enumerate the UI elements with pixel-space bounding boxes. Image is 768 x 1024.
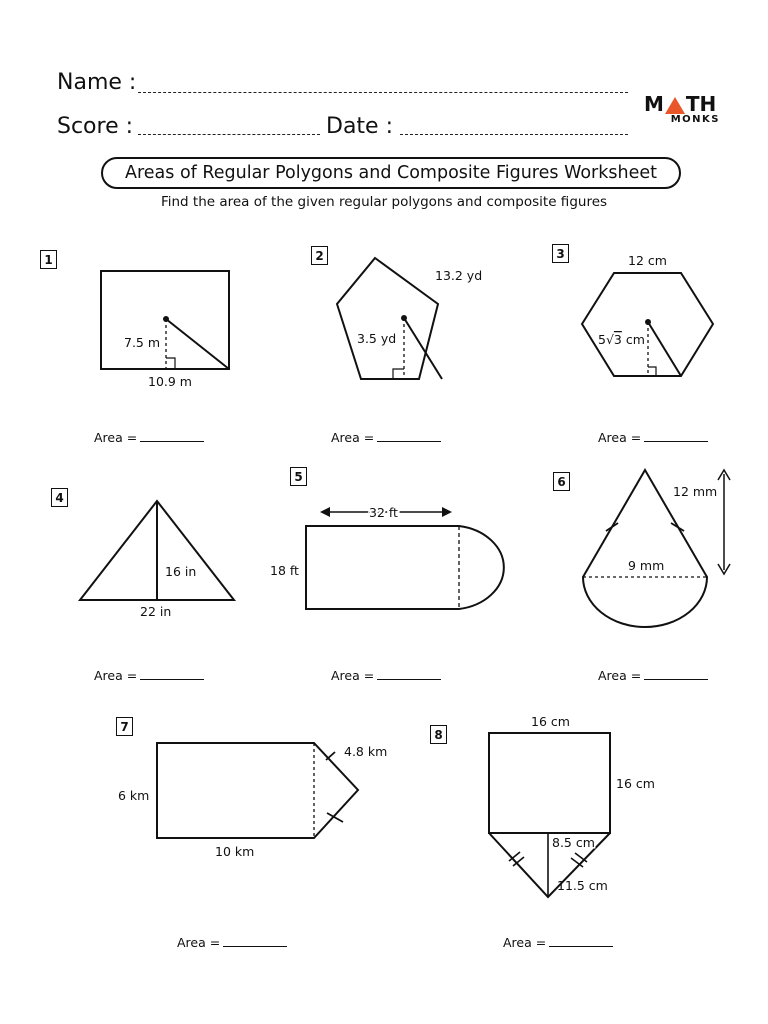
fig2-side-label: 13.2 yd xyxy=(435,268,483,283)
area-answer-1[interactable]: Area = xyxy=(94,430,204,445)
fig1-side-label: 10.9 m xyxy=(148,374,192,389)
score-label: Score : xyxy=(57,114,134,139)
logo-letters-th: TH xyxy=(685,92,717,116)
problem-number-8: 8 xyxy=(430,725,447,744)
name-label: Name : xyxy=(57,70,137,95)
figure-7-composite xyxy=(157,743,358,838)
fig7-height-label: 6 km xyxy=(118,788,150,803)
worksheet-instructions: Find the area of the given regular polygons and composite figures xyxy=(160,194,608,210)
fig2-apothem-label: 3.5 yd xyxy=(357,331,397,346)
logo-letter-m: M xyxy=(644,92,664,116)
figure-5-composite xyxy=(306,507,504,609)
fig4-base-label: 22 in xyxy=(140,604,172,619)
problem-number-2: 2 xyxy=(311,246,328,265)
fig4-height-label: 16 in xyxy=(165,564,197,579)
fig6-height-label: 12 mm xyxy=(673,484,718,499)
fig5-width-label: 18 ft xyxy=(270,563,299,578)
fig5-length-label: 32 ft xyxy=(369,505,398,520)
area-answer-6[interactable]: Area = xyxy=(598,668,708,683)
fig8-top-label: 16 cm xyxy=(531,714,570,729)
worksheet-title: Areas of Regular Polygons and Composite Figures Worksheet xyxy=(101,157,681,189)
problem-number-7: 7 xyxy=(116,717,133,736)
fig8-height-label: 8.5 cm xyxy=(552,835,595,850)
fig7-side-label: 4.8 km xyxy=(344,744,388,759)
problem-number-3: 3 xyxy=(552,244,569,263)
fig7-length-label: 10 km xyxy=(215,844,255,859)
fig3-apothem-label: 5√3 cm xyxy=(598,332,645,347)
date-label: Date : xyxy=(326,114,393,139)
figure-1-center-dot xyxy=(163,316,169,322)
logo-monks: MONKS xyxy=(670,114,720,125)
fig8-right-label: 16 cm xyxy=(616,776,655,791)
area-answer-2[interactable]: Area = xyxy=(331,430,441,445)
area-answer-4[interactable]: Area = xyxy=(94,668,204,683)
problem-number-5: 5 xyxy=(290,467,307,486)
figure-2-pentagon xyxy=(337,258,442,379)
figure-2-center-dot xyxy=(401,315,407,321)
figure-4-triangle xyxy=(80,501,234,600)
area-answer-8[interactable]: Area = xyxy=(503,935,613,950)
fig3-side-label: 12 cm xyxy=(628,253,667,268)
area-answer-3[interactable]: Area = xyxy=(598,430,708,445)
problem-number-4: 4 xyxy=(51,488,68,507)
figure-3-center-dot xyxy=(645,319,651,325)
fig8-slant-label: 11.5 cm xyxy=(557,878,608,893)
fig6-diameter-label: 9 mm xyxy=(628,558,665,573)
problem-number-6: 6 xyxy=(553,472,570,491)
figure-8-composite xyxy=(489,733,610,897)
problem-number-1: 1 xyxy=(40,250,57,269)
area-answer-5[interactable]: Area = xyxy=(331,668,441,683)
fig1-apothem-label: 7.5 m xyxy=(124,335,161,350)
area-answer-7[interactable]: Area = xyxy=(177,935,287,950)
